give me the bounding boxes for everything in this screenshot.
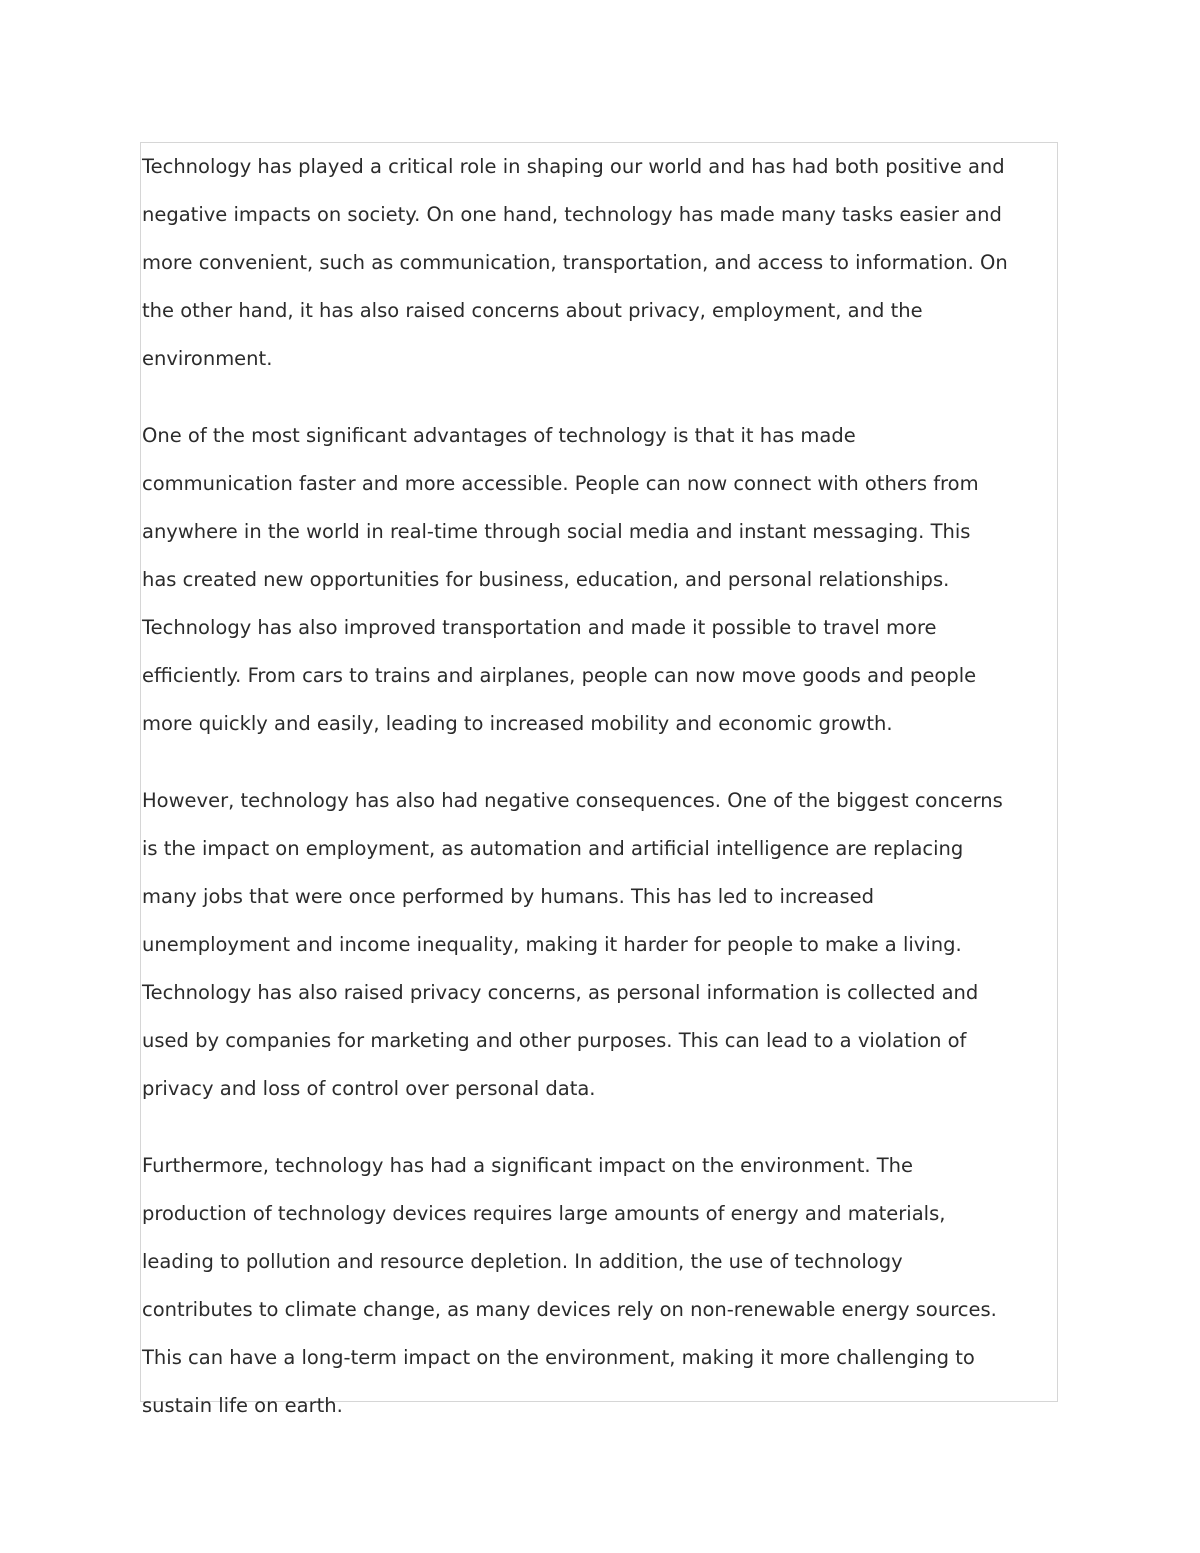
text-line: unemployment and income inequality, making it harder for people to make a living. [142, 933, 962, 956]
text-line: Technology has played a critical role in shaping our world and has had both positive and [142, 155, 1005, 178]
paragraph-1 [142, 143, 1058, 383]
text-line: negative impacts on society. On one hand, technology has made many tasks easier and [142, 203, 1002, 226]
text-line: is the impact on employment, as automation and artificial intelligence are replacing [142, 837, 964, 860]
text-line: more convenient, such as communication, transportation, and access to information. On [142, 251, 1008, 274]
text-line: contributes to climate change, as many devices rely on non-renewable energy sources. [142, 1298, 997, 1321]
text-line: However, technology has also had negative consequences. One of the biggest concerns [142, 789, 1003, 812]
text-line: environment. [142, 347, 273, 370]
text-line: Technology has also raised privacy concerns, as personal information is collected and [142, 981, 979, 1004]
text-line: anywhere in the world in real-time through social media and instant messaging. This [142, 520, 971, 543]
text-line: many jobs that were once performed by humans. This has led to increased [142, 885, 875, 908]
text-line: production of technology devices requires large amounts of energy and materials, [142, 1202, 946, 1225]
text-frame [140, 142, 1058, 1417]
paragraph-4 [142, 1142, 1058, 1430]
text-line: has created new opportunities for business, education, and personal relationships. [142, 568, 950, 591]
paragraph-2 [142, 412, 1058, 748]
text-line: sustain life on earth. [142, 1394, 343, 1417]
text-line: Furthermore, technology has had a significant impact on the environment. The [142, 1154, 914, 1177]
text-line: more quickly and easily, leading to increased mobility and economic growth. [142, 712, 893, 735]
paragraph-3 [142, 777, 1058, 1113]
text-line: communication faster and more accessible. People can now connect with others from [142, 472, 979, 495]
text-line: leading to pollution and resource depletion. In addition, the use of technology [142, 1250, 903, 1273]
body-text [142, 143, 1058, 1430]
text-line: used by companies for marketing and other purposes. This can lead to a violation of [142, 1029, 967, 1052]
text-line: privacy and loss of control over personal data. [142, 1077, 596, 1100]
text-line: Technology has also improved transportation and made it possible to travel more [142, 616, 937, 639]
text-line: This can have a long-term impact on the environment, making it more challenging to [142, 1346, 975, 1369]
text-line: One of the most significant advantages of technology is that it has made [142, 424, 856, 447]
text-line: efficiently. From cars to trains and airplanes, people can now move goods and people [142, 664, 977, 687]
text-line: the other hand, it has also raised concerns about privacy, employment, and the [142, 299, 923, 322]
